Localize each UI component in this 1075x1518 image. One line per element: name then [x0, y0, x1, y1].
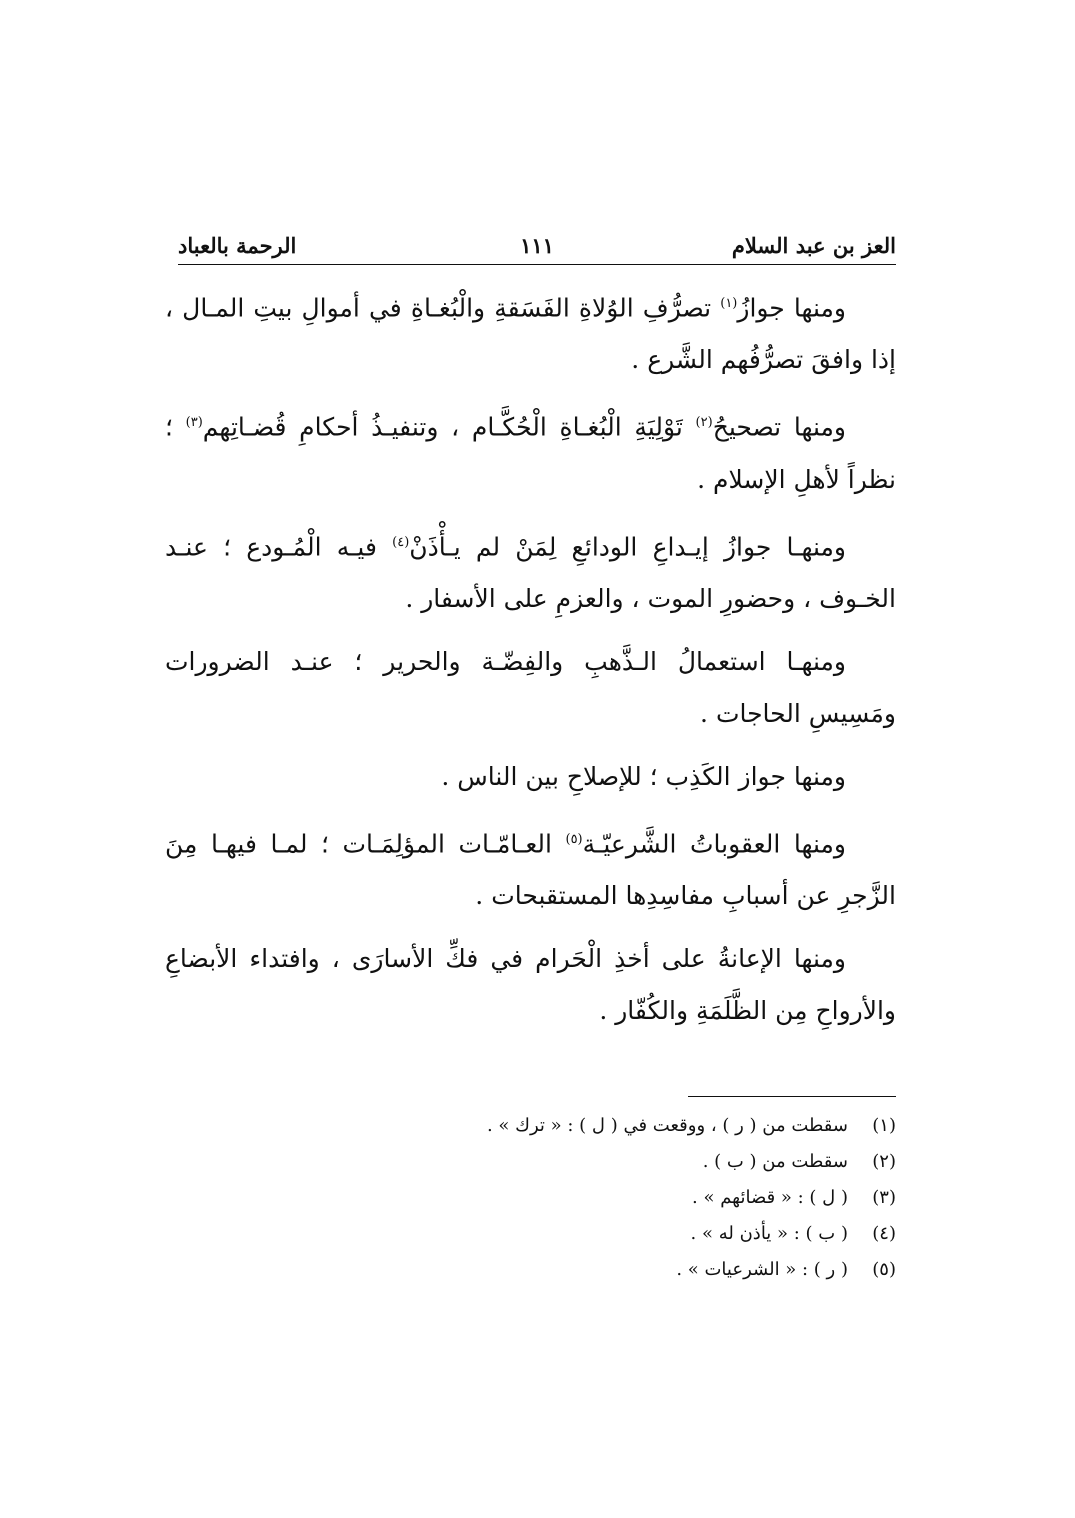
footnote-marker-5: (٥): [565, 831, 583, 847]
footnote-text: سقطت من ( ر ) ، ووقعت في ( ل ) : « ترك » .: [486, 1115, 848, 1136]
footnote-marker-1: (١): [720, 296, 738, 311]
header-divider: [178, 264, 896, 265]
footnote-text: ( ر ) : « الشرعيات » .: [676, 1259, 848, 1280]
footnote-2: [300, 1144, 896, 1180]
paragraph-text: ومنهـا استعمالُ الـذَّهبِ والفِضّـة والحرير ؛ عنـد الضرورات ومَسِيسِ الحاجات .: [165, 646, 896, 728]
footnote-4: [300, 1216, 896, 1252]
footnote-number: (١): [872, 1115, 896, 1136]
footnote-5: [300, 1252, 896, 1288]
paragraph-4: [165, 636, 896, 740]
paragraph-text: ومنها تصحيحُ: [712, 412, 846, 442]
footnotes: [300, 1108, 896, 1288]
footnote-number: (٣): [872, 1187, 896, 1208]
paragraph-7: [165, 933, 896, 1037]
paragraph-text: ومنها جوازُ: [737, 293, 847, 323]
paragraph-3: [165, 517, 896, 625]
footnote-number: (٤): [872, 1223, 896, 1244]
footnote-marker-4: (٤): [392, 534, 410, 550]
paragraph-5: [165, 751, 896, 803]
footnote-number: (٥): [872, 1259, 896, 1280]
footnote-3: [300, 1180, 896, 1216]
footnote-text: ( ل ) : « قضائهم » .: [692, 1187, 848, 1208]
footnote-number: (٢): [872, 1151, 896, 1172]
paragraph-text: فيـه الْمُـودع ؛ عنـد الخـوف ، وحضورِ الموت ، والعزمِ على الأسفار .: [165, 531, 896, 613]
paragraph-6: [165, 814, 896, 922]
paragraph-text: ومنهـا جوازُ إيـداعِ الودائعِ لِمَنْ لم يـأْذَنْ: [409, 531, 847, 561]
page-number: ١١١: [520, 233, 554, 258]
paragraph-text: العـامّـات المؤلِمَـات ؛ لمـا فيهـا مِنَ الزَّجرِ عن أسبابِ مفاسِدِها المستقبحات .: [165, 829, 896, 911]
footnote-1: [300, 1108, 896, 1144]
paragraph-text: ؛ نظراً لأهلِ الإسلام .: [165, 412, 896, 494]
footnote-divider: [688, 1096, 896, 1097]
paragraph-text: تَوْلِيَةِ الْبُغـاةِ الْحُكَّـام ، وتنفيـذُ أحكامِ قُضـاتِهم: [202, 412, 696, 442]
running-header: [178, 218, 896, 258]
footnote-text: ( ب ) : « يأذن له » .: [690, 1223, 848, 1244]
header-book-title: الرحمة بالعباد: [178, 233, 297, 258]
header-author: العز بن عبد السلام: [731, 233, 896, 258]
footnote-marker-3: (٣): [185, 415, 203, 431]
paragraph-text: ومنها الإعانةُ على أخذِ الْحَرام في فكِّ الأسارَى ، وافتداء الأبضاعِ والأرواحِ مِن الظَّلَمَةِ والكُفّار .: [165, 944, 896, 1026]
paragraph-text: ومنها العقوباتُ الشَّرعيّـة: [582, 829, 846, 859]
paragraph-1: [165, 278, 896, 386]
main-text: [165, 278, 896, 1037]
footnote-text: سقطت من ( ب ) .: [702, 1151, 848, 1172]
footnote-marker-2: (٢): [695, 415, 713, 431]
paragraph-text: ومنها جواز الكَذِب ؛ للإصلاحِ بين الناس .: [441, 761, 846, 791]
paragraph-2: [165, 397, 896, 505]
paragraph-text: تصرُّفِ الوُلاةِ الفَسَقةِ والْبُغـاةِ في أموالِ بيتِ المـال ، إذا وافقَ تصرُّفُهم الشَّرع .: [165, 293, 896, 375]
